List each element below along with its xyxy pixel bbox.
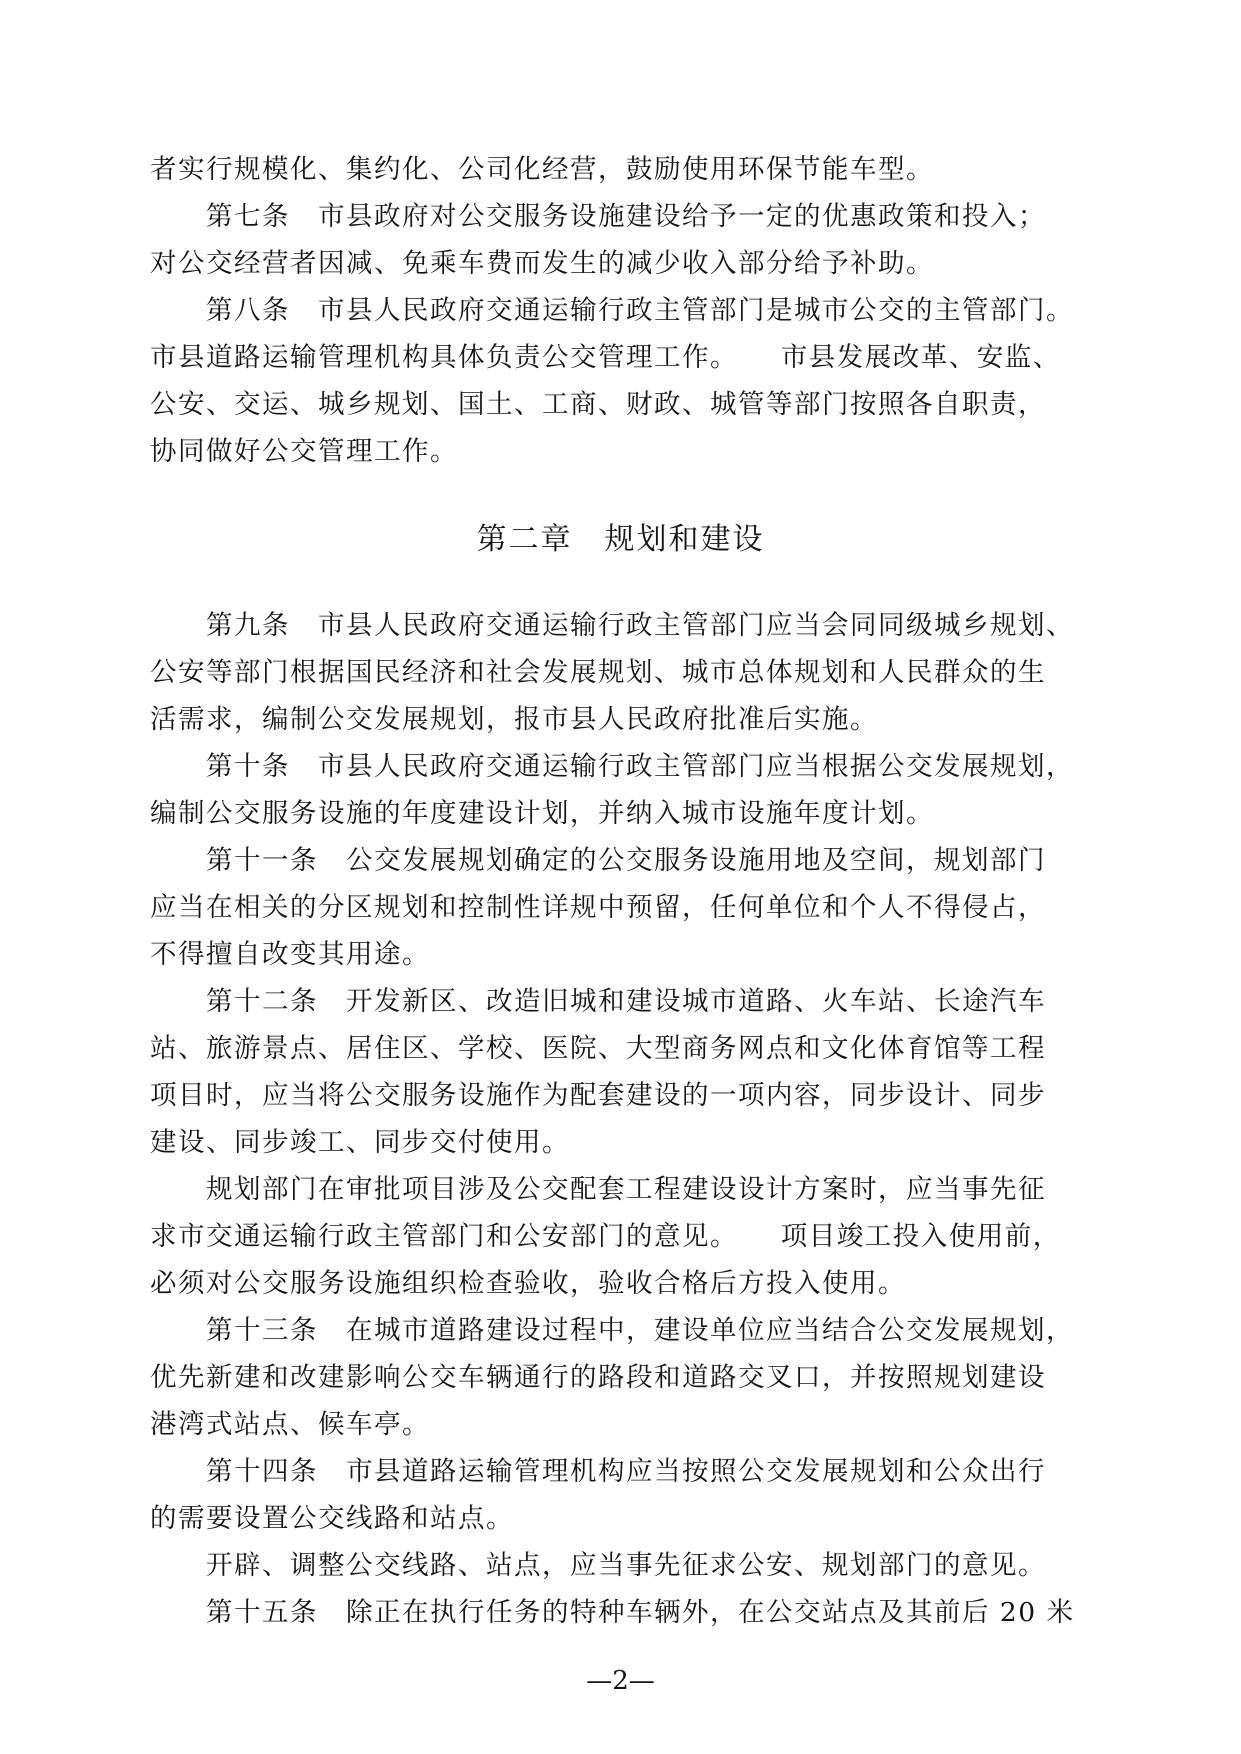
text-line: 站、旅游景点、居住区、学校、医院、大型商务网点和文化体育馆等工程 [150,1033,1046,1064]
text-line: 第七条 市县政府对公交服务设施建设给予一定的优惠政策和投入； [206,201,1046,232]
text-line: 第十二条 开发新区、改造旧城和建设城市道路、火车站、长途汽车 [206,986,1046,1017]
text-line: 第十五条 除正在执行任务的特种车辆外，在公交站点及其前后 20 米 [206,1597,1075,1628]
text-line: 第八条 市县人民政府交通运输行政主管部门是城市公交的主管部门。 [206,295,1074,326]
text-line: 第十三条 在城市道路建设过程中，建设单位应当结合公交发展规划， [206,1315,1074,1346]
text-line: 不得擅自改变其用途。 [150,939,430,970]
text-line: 求市交通运输行政主管部门和公安部门的意见。 项目竣工投入使用前， [150,1221,1061,1252]
text-line: 者实行规模化、集约化、公司化经营，鼓励使用环保节能车型。 [150,154,934,185]
text-line: 第十四条 市县道路运输管理机构应当按照公交发展规划和公众出行 [206,1456,1046,1487]
text-line: 港湾式站点、候车亭。 [150,1409,430,1440]
text-line: 必须对公交服务设施组织检查验收，验收合格后方投入使用。 [150,1268,906,1299]
text-line: 规划部门在审批项目涉及公交配套工程建设设计方案时，应当事先征 [206,1174,1046,1205]
text-line: 活需求，编制公交发展规划，报市县人民政府批准后实施。 [150,704,878,735]
chapter-title: 第二章 规划和建设 [476,522,765,557]
text-line: 项目时，应当将公交服务设施作为配套建设的一项内容，同步设计、同步 [150,1080,1046,1111]
text-line: 协同做好公交管理工作。 [150,436,458,467]
text-line: 应当在相关的分区规划和控制性详规中预留，任何单位和个人不得侵占， [150,892,1046,923]
text-line: 建设、同步竣工、同步交付使用。 [150,1127,570,1158]
text-line: 的需要设置公交线路和站点。 [150,1503,514,1534]
text-line: 编制公交服务设施的年度建设计划，并纳入城市设施年度计划。 [150,798,934,829]
text-line: 优先新建和改建影响公交车辆通行的路段和道路交叉口，并按照规划建设 [150,1362,1046,1393]
text-line: 对公交经营者因减、免乘车费而发生的减少收入部分给予补助。 [150,248,934,279]
text-line: 市县道路运输管理机构具体负责公交管理工作。 市县发展改革、安监、 [150,342,1061,373]
text-line: 公安等部门根据国民经济和社会发展规划、城市总体规划和人民群众的生 [150,657,1046,688]
text-line: 第九条 市县人民政府交通运输行政主管部门应当会同同级城乡规划、 [206,610,1074,641]
page-number: —2— [586,1666,655,1696]
text-line: 第十一条 公交发展规划确定的公交服务设施用地及空间，规划部门 [206,845,1046,876]
text-line: 开辟、调整公交线路、站点，应当事先征求公安、规划部门的意见。 [206,1550,1046,1581]
text-line: 公安、交运、城乡规划、国土、工商、财政、城管等部门按照各自职责， [150,389,1046,420]
text-line: 第十条 市县人民政府交通运输行政主管部门应当根据公交发展规划， [206,751,1074,782]
